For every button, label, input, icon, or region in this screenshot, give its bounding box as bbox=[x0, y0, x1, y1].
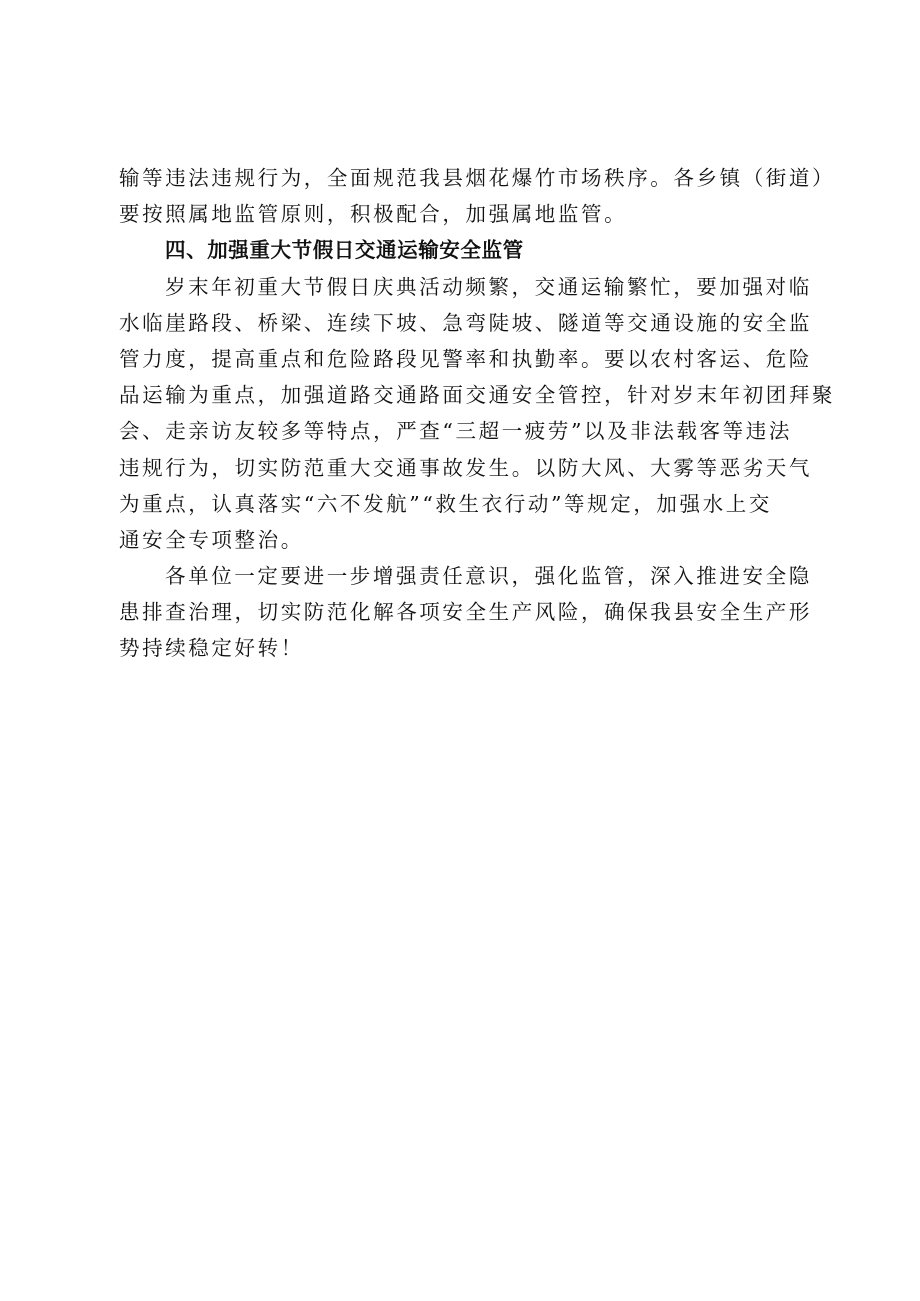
continuation-paragraph bbox=[119, 160, 836, 232]
paragraph-line: 输等违法违规行为，全面规范我县烟花爆竹市场秩序。各乡镇（街道） bbox=[119, 166, 836, 190]
section-paragraph bbox=[119, 269, 836, 559]
document-body bbox=[119, 160, 836, 667]
paragraph-line: 岁末年初重大节假日庆典活动频繁，交通运输繁忙，要加强对临 bbox=[165, 274, 812, 299]
paragraph-line: 管力度，提高重点和危险路段见警率和执勤率。要以农村客运、危险 bbox=[119, 346, 812, 371]
closing-paragraph bbox=[119, 558, 827, 667]
paragraph-line: 违规行为，切实防范重大交通事故发生。以防大风、大雾等恶劣天气 bbox=[119, 455, 812, 480]
paragraph-line: 势持续稳定好转！ bbox=[119, 636, 304, 661]
paragraph-line: 为重点，认真落实“六不发航”“救生衣行动”等规定，加强水上交 bbox=[119, 491, 772, 516]
paragraph-line: 要按照属地监管原则，积极配合，加强属地监管。 bbox=[119, 202, 628, 227]
paragraph-line: 水临崖路段、桥梁、连续下坡、急弯陡坡、隧道等交通设施的安全监 bbox=[119, 310, 812, 335]
section-heading: 四、加强重大节假日交通运输安全监管 bbox=[165, 238, 524, 263]
paragraph-line: 各单位一定要进一步增强责任意识，强化监管，深入推进安全隐 bbox=[165, 564, 812, 589]
paragraph-line: 会、走亲访友较多等特点，严查“三超一疲劳”以及非法载客等违法 bbox=[119, 419, 792, 444]
paragraph-line: 品运输为重点，加强道路交通路面交通安全管控，针对岁末年初团拜聚 bbox=[119, 383, 836, 408]
paragraph-line: 患排查治理，切实防范化解各项安全生产风险，确保我县安全生产形 bbox=[119, 600, 812, 625]
paragraph-line: 通安全专项整治。 bbox=[119, 527, 304, 552]
